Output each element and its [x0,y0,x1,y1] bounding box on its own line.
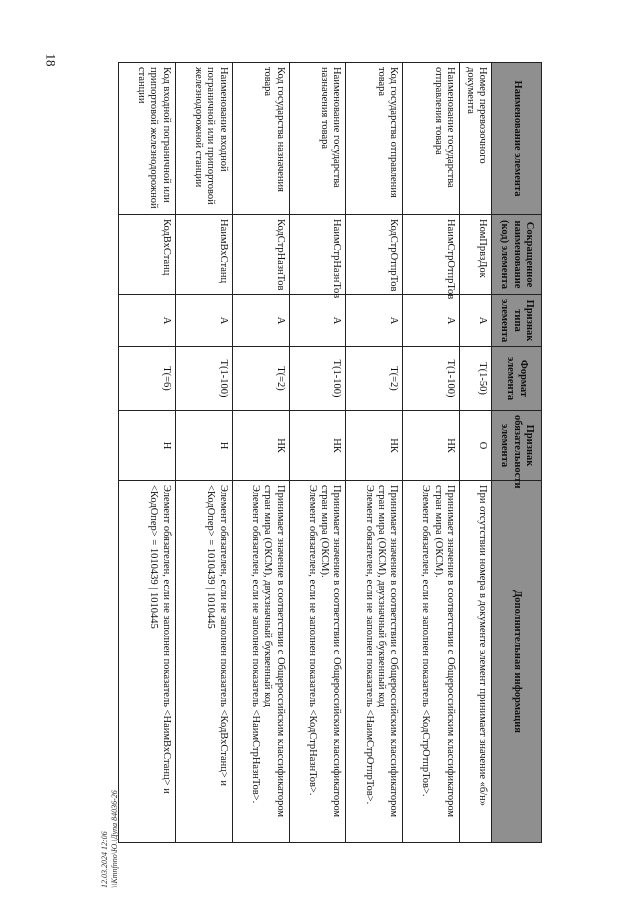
info-line: Принимает значение в соответствии с Общероссийским классификатором стран мира (ОКСМ). [432,485,457,818]
info-line: Принимает значение в соответствии с Общероссийским классификатором стран мира (ОКСМ), двухзначный буквенный код [376,485,400,818]
cell-type: А [175,295,232,347]
cell-type: А [119,295,176,347]
cell-required: НК [403,411,460,481]
cell-format: T(1-50) [460,347,492,411]
page-number: 18 [43,53,59,67]
info-line: Принимает значение в соответствии с Общероссийским классификатором стран мира (ОКСМ), двухзначный буквенный код [262,485,286,818]
cell-type: А [289,295,346,347]
cell-info [460,481,492,843]
cell-format: T(=2) [232,347,289,411]
cell-name: Наименование государства назначения товара [289,63,346,215]
cell-info [346,481,403,843]
cell-format: T(=6) [119,347,176,411]
cell-code: КодСтрОтпрТов [346,215,403,295]
cell-required: О [460,411,492,481]
cell-info [232,481,289,843]
table-row [119,63,176,843]
cell-type: А [403,295,460,347]
info-line: Элемент обязателен, если не заполнен показатель <КодСтрНазнТов>. [306,485,318,796]
cell-code: НаимСтрНазнТов [289,215,346,295]
cell-info [175,481,232,843]
info-line: Элемент обязателен, если не заполнен показатель <НаимВхСтанц> и <КодОпер> = 1010439 | 1010445 [148,485,172,794]
cell-required: Н [175,411,232,481]
info-line: Элемент обязателен, если не заполнен показатель <НаимСтрНазнТов>. [249,485,261,804]
cell-required: НК [289,411,346,481]
cell-info [289,481,346,843]
header-element-type: Признак типа элемента [492,295,542,347]
header-element-format: Формат элемента [492,347,542,411]
cell-code: НомПрвзДок [460,215,492,295]
cell-name: Наименование входной пограничной или припортовой железнодорожной станции [175,63,232,215]
table-header-row [492,63,542,843]
cell-code: КодСтрНазнТов [232,215,289,295]
cell-info [119,481,176,843]
cell-required: Н [119,411,176,481]
info-line: Принимает значение в соответствии с Общероссийским классификатором стран мира (ОКСМ). [319,485,343,818]
cell-code: КодВхСтанц [119,215,176,295]
stamp-date: 12.03.2024 12:06 [100,831,109,888]
table-row [232,63,289,843]
cell-format: T(=2) [346,347,403,411]
print-stamp [100,790,140,890]
table-row [289,63,346,843]
header-element-name: Наименование элемента [492,63,542,215]
stamp-path: \\Kmnfnno\Ю.\Дуna 84036-26 [110,790,119,888]
header-element-code: Сокращенное наименование (код) элемента [492,215,542,295]
cell-type: А [346,295,403,347]
cell-code: НаимСтрОтпрТов [403,215,460,295]
cell-type: А [460,295,492,347]
cell-name: Наименование государства отправления товара [403,63,460,215]
table-row [460,63,492,843]
cell-format: T(1-100) [289,347,346,411]
cell-format: T(1-100) [403,347,460,411]
cell-format: T(1-100) [175,347,232,411]
cell-info [403,481,460,843]
cell-required: НК [232,411,289,481]
table-row [175,63,232,843]
elements-table [118,62,542,843]
info-line: Элемент обязателен, если не заполнен показатель <НаимСтрОтпрТов>. [363,485,375,805]
info-line: При отсутствии номера в документе элемент принимает значение «б/н» [477,485,488,807]
info-line: Элемент обязателен, если не заполнен показатель <КодСтрОтпрТов>. [420,485,432,797]
cell-name: Код государства отправления товара [346,63,403,215]
header-additional-info: Дополнительная информация [492,481,542,843]
header-element-required: Признак обязательности элемента [492,411,542,481]
cell-required: НК [346,411,403,481]
cell-name: Номер перевозочного документа [460,63,492,215]
cell-code: НаимВхСтанц [175,215,232,295]
info-line: Элемент обязателен, если не заполнен показатель <КодВхСтанц> и <КодОпер> = 1010439 | 1010445 [205,485,229,787]
cell-name: Код государства назначения товара [232,63,289,215]
document-table-rotated [118,62,542,842]
table-row [403,63,460,843]
cell-name: Код входной пограничной или припортовой железнодорожной станции [119,63,176,215]
cell-type: А [232,295,289,347]
table-row [346,63,403,843]
